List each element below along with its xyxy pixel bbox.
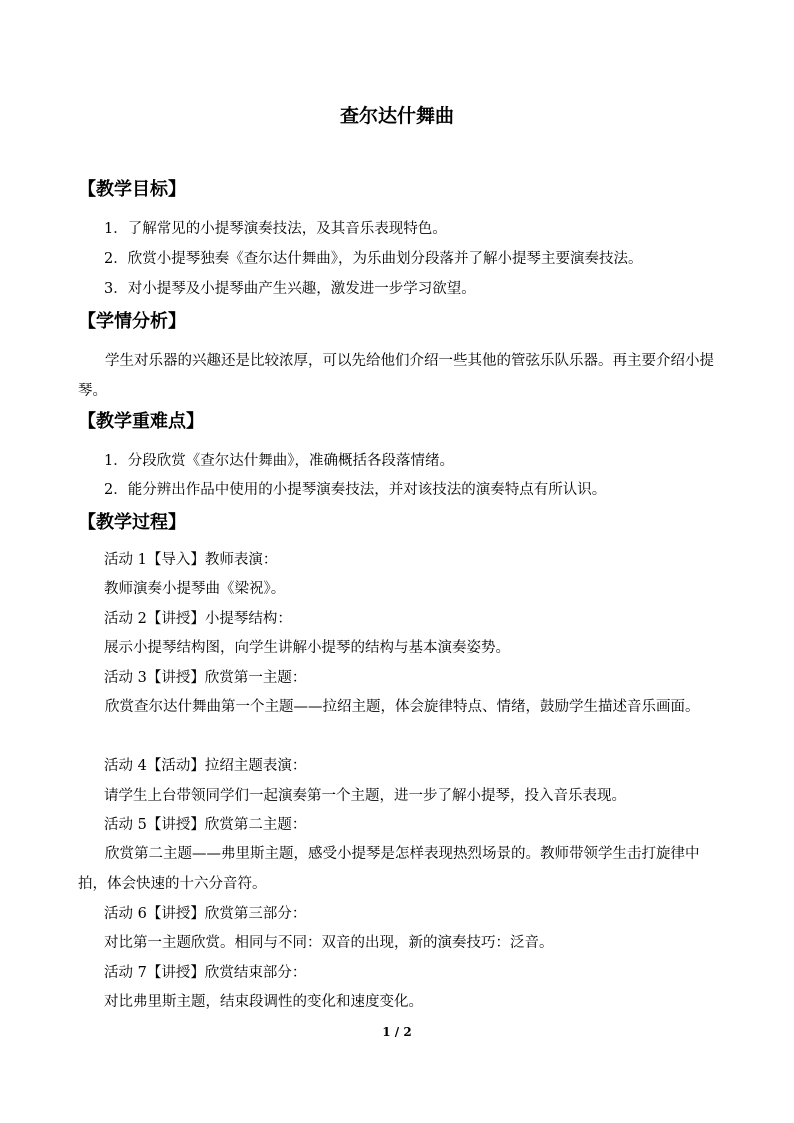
activity-text: 请学生上台带领同学们一起演奏第一个主题，进一步了解小提琴，投入音乐表现。 [104, 788, 626, 804]
activity-text: 展示小提琴结构图，向学生讲解小提琴的结构与基本演奏姿势。 [104, 640, 510, 656]
section-heading-goals: 【教学目标】 [78, 179, 186, 200]
keypoint-item: 2．能分辨出作品中使用的小提琴演奏技法，并对该技法的演奏特点有所认识。 [104, 482, 607, 498]
section-heading-analysis: 【学情分析】 [78, 311, 186, 332]
activity-label: 活动 6【讲授】欣赏第三部分： [104, 906, 307, 922]
goal-item: 1．了解常见的小提琴演奏技法，及其音乐表现特色。 [104, 221, 447, 237]
activity-text: 欣赏查尔达什舞曲第一个主题——拉绍主题，体会旋律特点、情绪，鼓励学生描述音乐画面。 [105, 699, 700, 715]
keypoint-item: 1．分段欣赏《查尔达什舞曲》，准确概括各段落情绪。 [104, 453, 454, 469]
activity-label: 活动 7【讲授】欣赏结束部分： [104, 965, 307, 981]
activity-text: 对比第一主题欣赏。相同与不同：双音的出现，新的演奏技巧：泛音。 [104, 935, 554, 951]
activity-text: 欣赏第二主题——弗里斯主题，感受小提琴是怎样表现热烈场景的。教师带领学生击打旋律中拍，体会快速的十六分音符。 [78, 846, 700, 892]
section-heading-process: 【教学过程】 [78, 512, 186, 533]
activity-label: 活动 5【讲授】欣赏第二主题： [104, 817, 307, 833]
goal-item: 3．对小提琴及小提琴曲产生兴趣，激发进一步学习欲望。 [104, 281, 476, 297]
section-heading-keypoints: 【教学重难点】 [78, 411, 204, 432]
analysis-paragraph: 学生对乐器的兴趣还是比较浓厚，可以先给他们介绍一些其他的管弦乐队乐器。再主要介绍小提琴。 [78, 353, 714, 399]
document-title: 查尔达什舞曲 [339, 105, 454, 127]
activity-label: 活动 4【活动】拉绍主题表演： [104, 758, 307, 774]
activity-label: 活动 2【讲授】小提琴结构： [104, 611, 292, 627]
goal-item: 2．欣赏小提琴独奏《查尔达什舞曲》，为乐曲划分段落并了解小提琴主要演奏技法。 [104, 251, 643, 267]
activity-label: 活动 1【导入】教师表演： [104, 552, 278, 568]
page-number: 1 / 2 [382, 1025, 412, 1039]
activity-label: 活动 3【讲授】欣赏第一主题： [104, 670, 307, 686]
activity-text: 对比弗里斯主题，结束段调性的变化和速度变化。 [104, 994, 423, 1010]
activity-text: 教师演奏小提琴曲《梁祝》。 [104, 581, 286, 597]
